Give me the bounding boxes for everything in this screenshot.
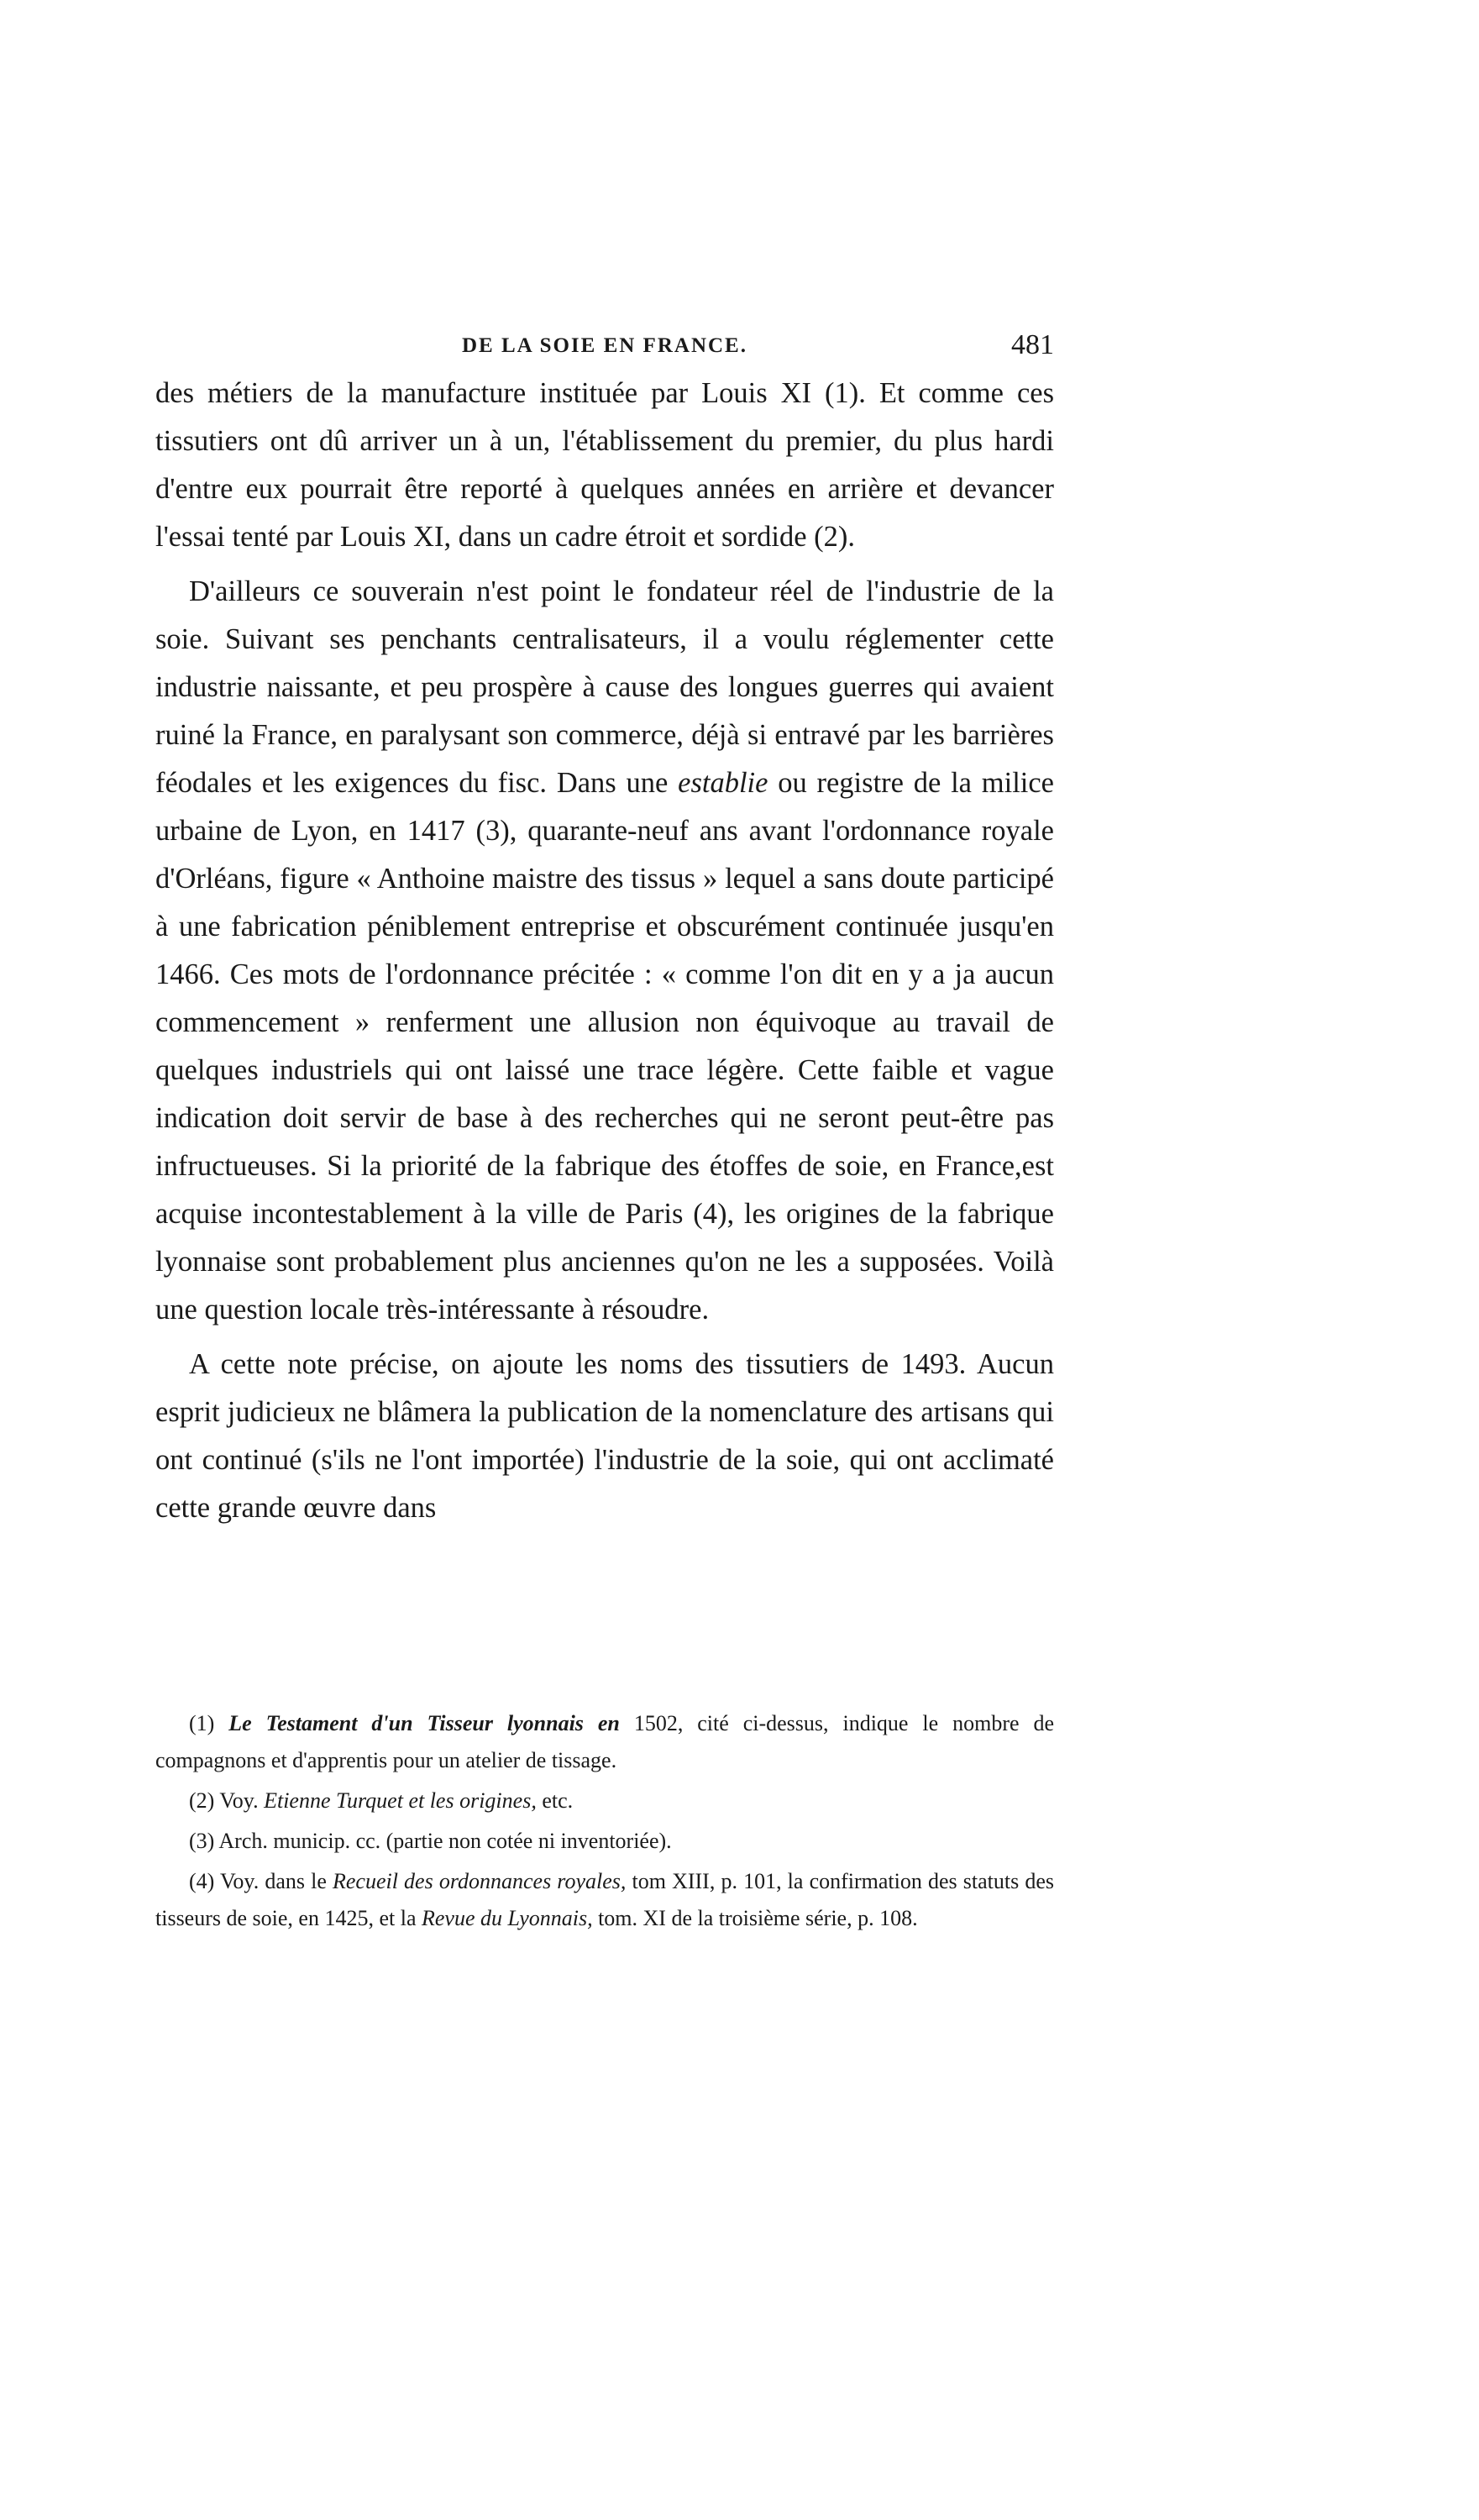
footnote-4-text-b: tom XIII, p. 101, la confirmation des statuts des tisseurs de soie, en 1425, et la xyxy=(155,1869,1054,1930)
paragraph-2-italic: establie xyxy=(678,767,768,799)
footnote-3: (3) Arch. municip. cc. (partie non cotée ni inventoriée). xyxy=(189,1829,672,1853)
paragraph-3: A cette note précise, on ajoute les noms des tissutiers de 1493. Aucun esprit judicieux ne blâmera la publication de la nomenclature des artisans qui ont continué (s'ils ne l'ont importée) l'industrie de la soie, qui ont acclimaté cette grande œuvre dans xyxy=(155,1348,1054,1524)
main-text xyxy=(155,370,1054,1532)
footnote-4-text-c: tom. XI de la troisième série, p. 108. xyxy=(592,1906,918,1930)
footnote-2 xyxy=(155,1782,1054,1819)
footnote-4-italic-1: Recueil des ordonnances royales, xyxy=(332,1869,627,1893)
footnote-4 xyxy=(155,1863,1054,1937)
footnote-2-text: etc. xyxy=(536,1788,574,1813)
footnotes xyxy=(155,1705,1054,1940)
footnote-4-italic-2: Revue du Lyonnais, xyxy=(422,1906,593,1930)
footnote-1 xyxy=(155,1705,1054,1779)
running-head xyxy=(155,329,1054,371)
footnote-1-italic: Le Testament d'un Tisseur lyonnais en xyxy=(228,1711,620,1735)
footnote-1-number: (1) xyxy=(189,1711,215,1735)
footnote-1-text: 1502, cité ci-dessus, indique le nombre de compagnons et d'apprentis pour un atelier de tissage. xyxy=(155,1711,1054,1772)
paragraph-1: des métiers de la manufacture instituée par Louis XI (1). Et comme ces tissutiers ont dû arriver un à un, l'établissement du premier, du plus hardi d'entre eux pourrait être reporté à quelques années en arrière et devancer l'essai tenté par Louis XI, dans un cadre étroit et sordide (2). xyxy=(155,377,1054,553)
paragraph-2 xyxy=(155,568,1054,1334)
paragraph-2-text-b: ou registre de la milice urbaine de Lyon, en 1417 (3), quarante-neuf ans avant l'ordonnance royale d'Orléans, figure « Anthoine maistre des tissus » lequel a sans doute participé à une fabrication péniblement entreprise et obscurément continuée jusqu'en 1466. Ces mots de l'ordonnance précitée : « comme l'on dit en y a ja aucun commencement » renferment une allusion non équivoque au travail de quelques industriels qui ont laissé une trace légère. Cette faible et vague indication doit servir de base à des recherches qui ne seront peut-être pas infructueuses. Si la priorité de la fabrique des étoffes de soie, en France,est acquise incontestablement à la ville de Paris (4), les origines de la fabrique lyonnaise sont probablement plus anciennes qu'on ne les a supposées. Voilà une question locale très-intéressante à résoudre. xyxy=(155,767,1054,1326)
footnote-2-italic: Etienne Turquet et les origines, xyxy=(264,1788,537,1813)
running-title: DE LA SOIE EN FRANCE. xyxy=(462,334,747,357)
page-number: 481 xyxy=(1011,329,1054,360)
footnote-2-number: (2) Voy. xyxy=(189,1788,259,1813)
paragraph-2-text-a: D'ailleurs ce souverain n'est point le fondateur réel de l'industrie de la soie. Suivant ses penchants centralisateurs, il a voulu réglementer cette industrie naissante, et peu prospère à cause des longues guerres qui avaient ruiné la France, en paralysant son commerce, déjà si entravé par les barrières féodales et les exigences du fisc. Dans une xyxy=(155,575,1054,799)
footnote-4-text-a: (4) Voy. dans le xyxy=(189,1869,333,1893)
